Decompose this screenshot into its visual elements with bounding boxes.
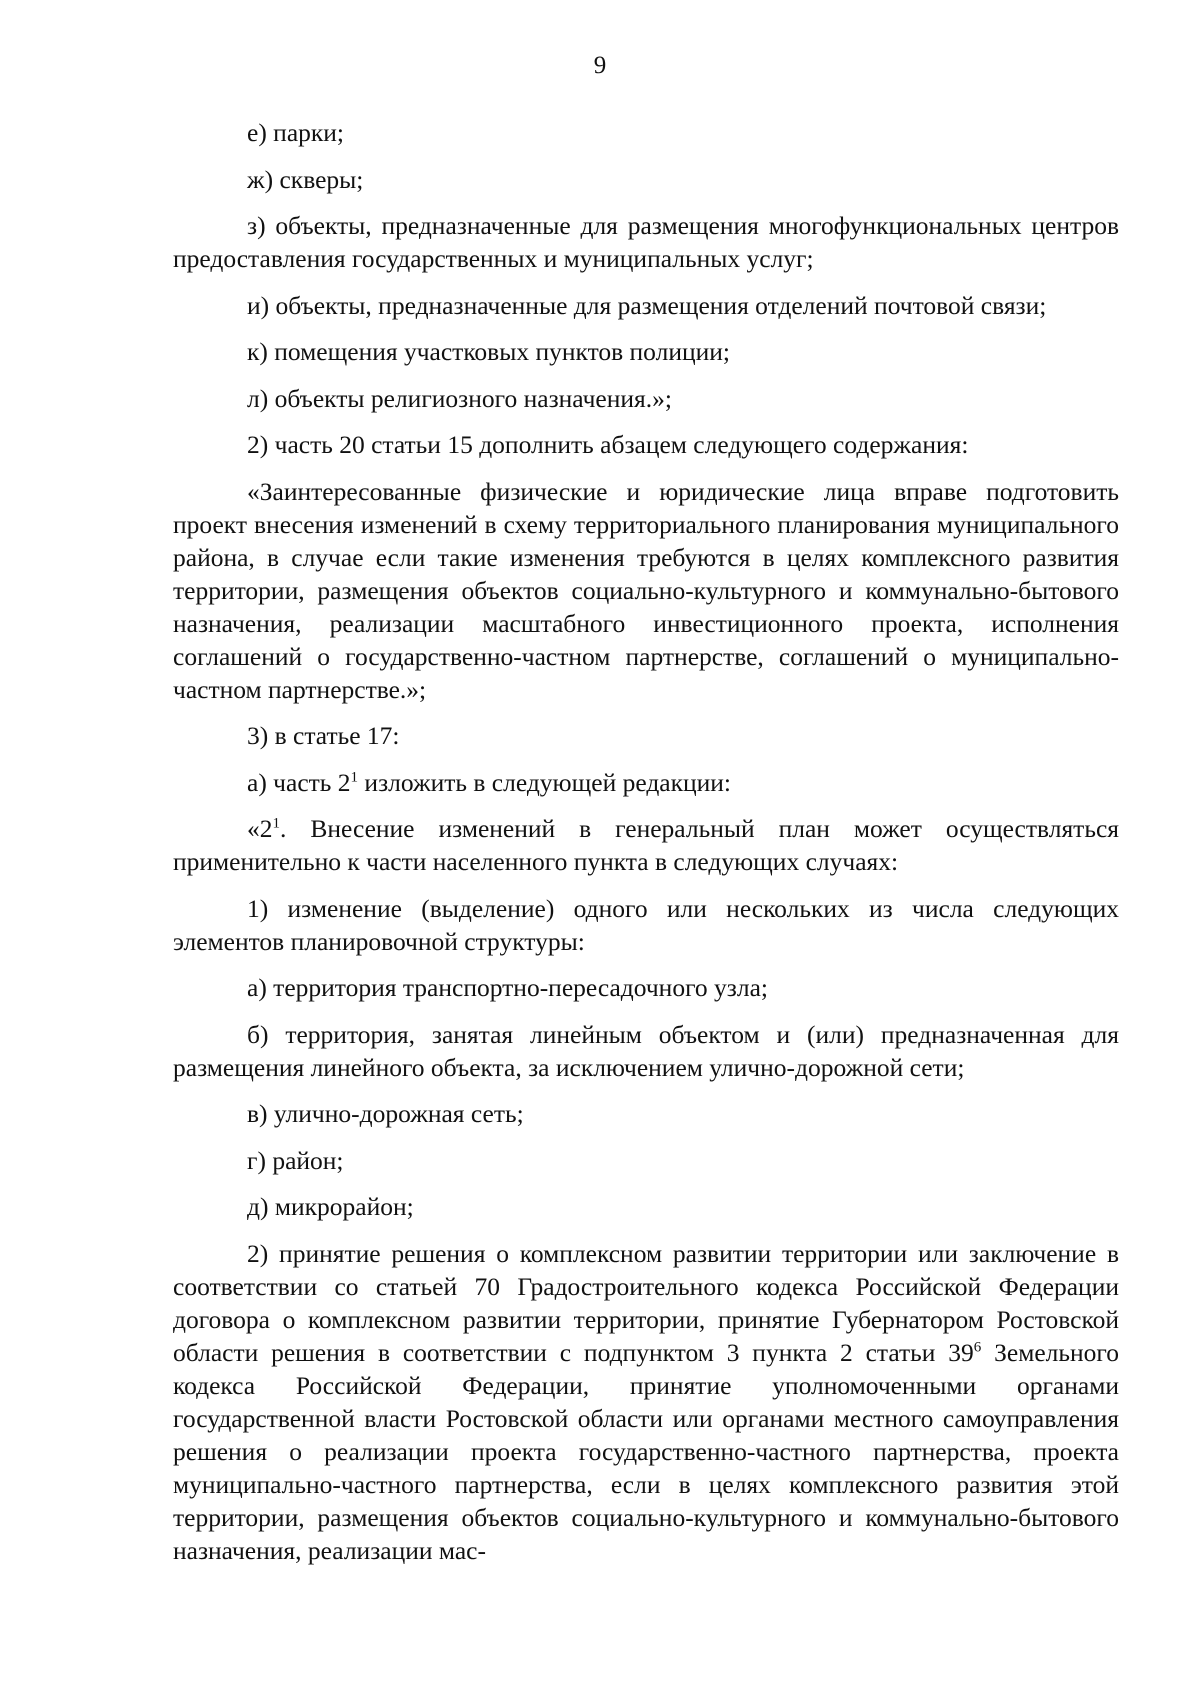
paragraph: з) объекты, предназначенные для размещения многофункциональных центров предоставления государственных и муниципальных услуг; — [173, 211, 1119, 273]
document-body — [173, 116, 1119, 1580]
paragraph: «Заинтересованные физические и юридические лица вправе подготовить проект внесения изменений в схему территориального планирования муниципального района, в случае если такие изменения требуются в целях комплексного развития территории, размещения объектов социально-культурного и коммунально-бытового назначения, реализации масштабного инвестиционного проекта, исполнения соглашений о государственно-частном партнерстве, соглашений о муниципально-частном партнерстве.»; — [173, 476, 1119, 704]
paragraph — [173, 766, 1119, 799]
superscript: 6 — [973, 1339, 982, 1355]
paragraph: а) территория транспортно-пересадочного узла; — [247, 973, 768, 1002]
paragraph-text: а) часть 2 — [247, 767, 351, 797]
paragraph: б) территория, занятая линейным объектом и (или) предназначенная для размещения линейного объекта, за исключением улично-дорожной сети; — [173, 1019, 1119, 1082]
paragraph-text: Земельного кодекса Российской Федерации, принятие уполномоченными органами государственной власти Ростовской области или органами местного самоуправления решения о реализации проекта государственно-частного партнерства, проекта муниципально-частного партнерства, если в целях комплексного развития этой территории, размещения объектов социально-культурного и коммунально-бытового назначения, реализации мас- — [173, 1337, 1120, 1565]
page-number: 9 — [593, 52, 607, 79]
paragraph: 1) изменение (выделение) одного или нескольких из числа следующих элементов планировочной структуры: — [173, 893, 1119, 956]
paragraph: и) объекты, предназначенные для размещения отделений почтовой связи; — [247, 290, 1047, 320]
paragraph-text: 2) принятие решения о комплексном развитии территории или заключение в соответствии со статьей 70 Градостроительного кодекса Российской Федерации договора о комплексном развитии территории, принятие Губернатором Ростовской области решения в соответствии с подпунктом 3 пункта 2 статьи 39 — [173, 1238, 1119, 1367]
paragraph — [173, 1237, 1119, 1567]
paragraph-text: изложить в следующей редакции: — [358, 767, 732, 797]
paragraph-text: . Внесение изменений в генеральный план может осуществляться применительно к части населенного пункта в следующих случаях: — [173, 814, 1119, 876]
superscript: 1 — [350, 769, 359, 785]
paragraph-text: «2 — [247, 814, 273, 843]
superscript: 1 — [272, 815, 280, 832]
paragraph: 2) часть 20 статьи 15 дополнить абзацем следующего содержания: — [247, 430, 969, 459]
paragraph: г) район; — [247, 1145, 344, 1175]
paragraph: л) объекты религиозного назначения.»; — [247, 383, 672, 413]
paragraph: к) помещения участковых пунктов полиции; — [247, 337, 730, 366]
paragraph: 3) в статье 17: — [247, 721, 400, 750]
paragraph: ж) скверы; — [247, 164, 364, 194]
paragraph — [173, 812, 1119, 878]
paragraph: в) улично-дорожная сеть; — [247, 1099, 524, 1128]
paragraph: д) микрорайон; — [247, 1192, 414, 1221]
paragraph: е) парки; — [247, 118, 345, 147]
